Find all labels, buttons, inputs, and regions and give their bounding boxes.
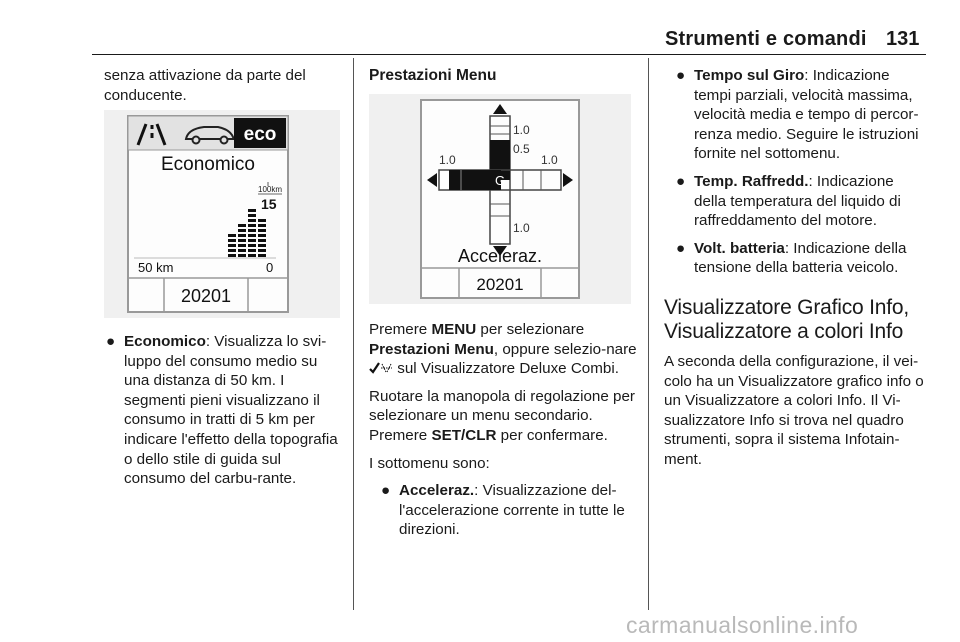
bullet-dot: ● [676,239,686,257]
scale-unit-label: 100km [258,185,283,194]
desc-tempo-giro: : Indicazione tempi parziali, velocità massima, velocità media e tempo di percor-renza medio. Seguire le istruzioni fornite nel sottomenu. [694,67,919,163]
desc-economico: : Visualizza lo svi-luppo del consumo medio su una distanza di 50 km. I segmenti pieni visualizzano il consumo in tratti di 5 km per indicare l'effetto della topografia o dello stile di guida sul consumo del carbu-rante. [124,333,338,488]
accel-mid-value: 0.5 [513,142,530,156]
consumption-segment [238,229,246,232]
para-sottomenu: I sottomenu sono: [369,454,490,472]
consumption-segment [238,224,246,227]
consumption-segment [258,229,266,232]
consumption-segment [228,254,236,257]
column-2-body [369,320,637,548]
bullet-dot: ● [676,67,686,84]
consumption-segment [238,249,246,252]
consumption-segment [248,254,256,257]
bullet-dot: ● [106,333,116,350]
column-1-body [104,332,342,497]
para1-text-a: Premere [369,321,432,338]
watermark: carmanualsonline.info [626,612,859,638]
bullet-dot: ● [676,172,686,190]
desc-temp-raffredd: : Indicazione della temperatura del liquido di raffreddamento del motore. [694,172,901,230]
desc-acceleraz: : Visualizzazione del-l'accelerazione corrente in tutte le direzioni. [399,482,625,539]
header-divider [92,54,926,55]
consumption-segment [238,239,246,242]
section-heading-visualizzatore: Visualizzatore Grafico Info, Visualizzatore a colori Info [664,295,909,343]
consumption-segment [228,234,236,237]
scale-value: 15 [261,196,277,212]
desc-volt-batteria: : Indicazione della tensione della batteria veicolo. [694,239,907,277]
para-visualizzatore: A seconda della configurazione, il vei-colo ha un Visualizzatore grafico info o un Visualizzatore a colori Info. Il Vi-sualizzatore Info si trova nel quadro strumenti, sopra il sistema Infotain-ment. [664,352,924,468]
consumption-segment [228,244,236,247]
bullet-economico [104,332,342,489]
bullet-volt-batteria [674,239,927,278]
bullet-tempo-giro [674,66,927,164]
consumption-segment [248,239,256,242]
term-acceleraz: Acceleraz. [399,482,475,500]
term-tempo-giro: Tempo sul Giro [694,67,805,84]
consumption-segment [238,254,246,257]
column-divider-2 [648,58,649,610]
accel-left-value: 1.0 [439,153,456,167]
consumption-segment [248,249,256,252]
consumption-segment [258,249,266,252]
eco-display-graphic [104,110,340,318]
menu-key: MENU [431,321,477,338]
section-heading-prestazioni: Prestazioni Menu [369,67,497,84]
consumption-segment [258,244,266,247]
consumption-segment [248,229,256,232]
para1-text-d: sul Visualizzatore Deluxe Combi. [393,360,619,378]
para2-text-b: per confermare. [496,426,608,444]
acceleration-figure [369,94,631,304]
para-premere-menu [369,320,637,379]
consumption-segment [248,224,256,227]
zero-label: 0 [266,260,274,275]
para2-text-a: Ruotare la manopola di regolazione per selezionare un menu secondario. Premere [369,387,635,444]
distance-label: 50 km [138,260,174,275]
consumption-segment [258,234,266,237]
odometer-value: 20201 [180,286,232,306]
accel-bottom-value: 1.0 [513,221,530,235]
consumption-segment [238,244,246,247]
column-divider-1 [353,58,354,610]
para1-text-c: , oppure selezio-nare [493,340,637,358]
page-header-title: Strumenti e comandi [665,28,867,50]
consumption-segment [258,239,266,242]
consumption-segment [248,234,256,237]
acceleration-graphic [369,94,631,304]
consumption-segment [258,219,266,222]
consumption-segment [248,244,256,247]
consumption-segment [258,254,266,257]
consumption-segment [258,224,266,227]
term-economico: Economico [124,333,206,350]
para1-text-b: per selezionare [476,321,585,338]
term-temp-raffredd: Temp. Raffredd. [694,172,809,190]
consumption-segment [228,239,236,242]
column-3 [664,66,927,478]
accel-odometer: 20201 [476,275,524,294]
consumption-segment [248,219,256,222]
prestazioni-menu-term: Prestazioni Menu [369,340,494,358]
check-icon [369,360,393,377]
bullet-dot: ● [381,482,391,500]
accel-title: Acceleraz. [457,246,543,266]
intro-text: senza attivazione da parte del conducente. [104,67,306,104]
accel-top-value: 1.0 [513,123,530,137]
consumption-segment [248,209,256,212]
mode-label: Economico [161,154,255,175]
g-center-label: G [494,173,506,188]
term-volt-batteria: Volt. batteria [694,239,785,257]
consumption-segment [238,234,246,237]
consumption-segment [248,214,256,217]
accel-right-value: 1.0 [541,153,558,167]
bullet-acceleraz [379,481,637,540]
eco-label: eco [243,124,277,145]
set-clr-key: SET/CLR [431,426,497,444]
eco-display-figure [104,110,340,318]
page-number: 131 [886,28,920,50]
column-1 [104,66,340,113]
consumption-segment [228,249,236,252]
bullet-temp-raffredd [674,172,927,231]
column-2-heading-block [369,66,634,96]
para-ruotare [369,387,637,446]
